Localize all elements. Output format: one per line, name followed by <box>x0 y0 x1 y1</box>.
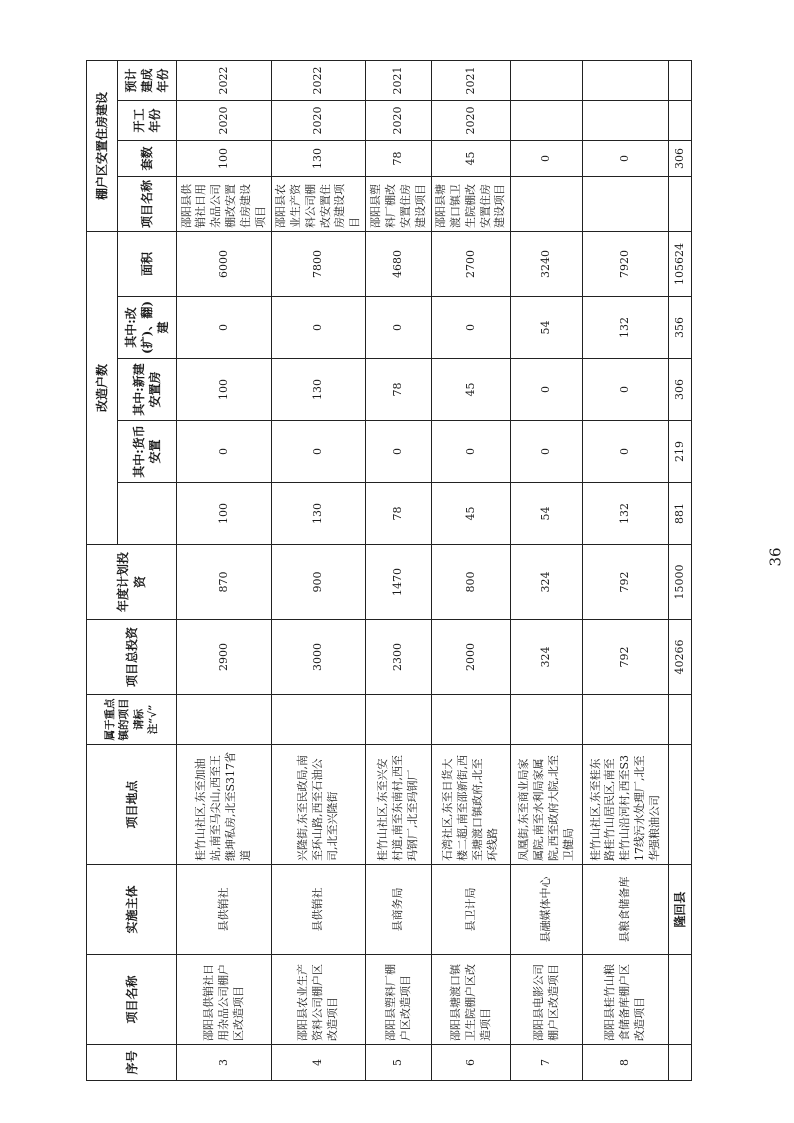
cell-monetary: 0 <box>177 421 272 483</box>
header-total-investment: 项目总投资 <box>87 620 177 695</box>
header-start-year: 开工年份 <box>117 100 177 140</box>
cell-res-project-name: 邵阳县塘渡口镇卫生院棚改安置住房建设项目 <box>432 176 511 231</box>
cell-res-project-name: 邵阳县供销社日用杂品公司棚改安置住房建设项目 <box>177 176 272 231</box>
cell-project-name: 邵阳县供销社日用杂品公司棚户区改造项目 <box>177 955 272 1045</box>
cell-key-town <box>366 695 432 745</box>
table-row <box>177 60 272 1080</box>
cell-seq: 5 <box>366 1045 432 1081</box>
total-project-blank <box>669 955 692 1045</box>
cell-monetary: 0 <box>583 421 669 483</box>
table-row <box>271 60 366 1080</box>
total-row <box>669 60 692 1080</box>
cell-rebuild: 0 <box>271 297 366 359</box>
cell-seq: 6 <box>432 1045 511 1081</box>
cell-households: 132 <box>583 483 669 545</box>
cell-key-town <box>511 695 583 745</box>
total-monetary: 219 <box>669 421 692 483</box>
header-resettlement-group: 棚户区安置住房建设 <box>87 60 118 231</box>
header-completion-year: 预计建成年份 <box>117 60 177 100</box>
cell-key-town <box>271 695 366 745</box>
cell-rebuild: 0 <box>366 297 432 359</box>
header-renovation-group: 改造户数 <box>87 231 118 544</box>
total-new-build: 306 <box>669 359 692 421</box>
cell-units: 78 <box>366 140 432 176</box>
cell-new-build: 0 <box>511 359 583 421</box>
cell-households: 100 <box>177 483 272 545</box>
cell-households: 130 <box>271 483 366 545</box>
cell-project-name: 邵阳县塑料厂棚户区改造项目 <box>366 955 432 1045</box>
cell-annual-investment: 800 <box>432 545 511 620</box>
header-monetary: 其中:货币安置 <box>117 421 177 483</box>
cell-monetary: 0 <box>271 421 366 483</box>
cell-annual-investment: 900 <box>271 545 366 620</box>
header-households-blank <box>117 483 177 545</box>
cell-project-name: 邵阳县桂竹山粮食储备库棚户区改造项目 <box>583 955 669 1045</box>
total-start-year-blank <box>669 100 692 140</box>
cell-rebuild: 54 <box>511 297 583 359</box>
cell-total-investment: 2000 <box>432 620 511 695</box>
cell-new-build: 100 <box>177 359 272 421</box>
total-total-investment: 40266 <box>669 620 692 695</box>
cell-total-investment: 792 <box>583 620 669 695</box>
cell-total-investment: 324 <box>511 620 583 695</box>
cell-annual-investment: 324 <box>511 545 583 620</box>
cell-units: 100 <box>177 140 272 176</box>
cell-res-project-name: 邵阳县塑料厂棚改安置住房建设项目 <box>366 176 432 231</box>
cell-implementer: 县供销社 <box>271 865 366 955</box>
cell-total-investment: 2300 <box>366 620 432 695</box>
header-units: 套数 <box>117 140 177 176</box>
cell-res-project-name <box>583 176 669 231</box>
header-implementer: 实施主体 <box>87 865 177 955</box>
header-res-project-name: 项目名称 <box>117 176 177 231</box>
header-key-town: 属于重点镇的项目请标注“√” <box>87 695 177 745</box>
cell-seq: 7 <box>511 1045 583 1081</box>
total-seq-blank <box>669 1045 692 1081</box>
cell-area: 3240 <box>511 231 583 296</box>
cell-completion-year: 2022 <box>177 60 272 100</box>
cell-res-project-name <box>511 176 583 231</box>
cell-units: 45 <box>432 140 511 176</box>
cell-implementer: 县商务局 <box>366 865 432 955</box>
cell-start-year: 2020 <box>432 100 511 140</box>
total-location-blank <box>669 745 692 865</box>
cell-location: 兴隆街,东至民政局,南至环山路,西至石油公司,北至兴隆街 <box>271 745 366 865</box>
cell-monetary: 0 <box>511 421 583 483</box>
cell-seq: 4 <box>271 1045 366 1081</box>
cell-completion-year <box>583 60 669 100</box>
cell-start-year <box>511 100 583 140</box>
cell-project-name: 邵阳县农业生产资料公司棚户区改造项目 <box>271 955 366 1045</box>
total-households: 881 <box>669 483 692 545</box>
cell-households: 78 <box>366 483 432 545</box>
cell-area: 7800 <box>271 231 366 296</box>
cell-new-build: 130 <box>271 359 366 421</box>
cell-completion-year: 2021 <box>366 60 432 100</box>
cell-start-year: 2020 <box>271 100 366 140</box>
cell-households: 45 <box>432 483 511 545</box>
table-row <box>432 60 511 1080</box>
total-area: 105624 <box>669 231 692 296</box>
cell-seq: 8 <box>583 1045 669 1081</box>
header-area: 面积 <box>117 231 177 296</box>
table-row <box>511 60 583 1080</box>
cell-location: 凤凰街,东至商业局家属院,南至水利局家属院,西至政府大院,北至卫健局 <box>511 745 583 865</box>
cell-location: 桂竹山社区,东至兴安村道,南至东南村,西至玛钢厂,北至玛钢厂 <box>366 745 432 865</box>
cell-units: 130 <box>271 140 366 176</box>
cell-annual-investment: 870 <box>177 545 272 620</box>
total-res-project-blank <box>669 176 692 231</box>
cell-key-town <box>583 695 669 745</box>
cell-rebuild: 132 <box>583 297 669 359</box>
cell-location: 桂竹山社区,东至桂东路桂竹山居民区,南至桂竹山沿河村,西至S317线污水处理厂,北至华强粮油公司 <box>583 745 669 865</box>
cell-start-year: 2020 <box>366 100 432 140</box>
renovation-project-table <box>86 60 692 1081</box>
cell-area: 7920 <box>583 231 669 296</box>
cell-new-build: 78 <box>366 359 432 421</box>
cell-res-project-name: 邵阳县农业生产资料公司棚改安置住房建设项目 <box>271 176 366 231</box>
cell-area: 4680 <box>366 231 432 296</box>
header-location: 项目地点 <box>87 745 177 865</box>
total-units: 306 <box>669 140 692 176</box>
cell-units: 0 <box>583 140 669 176</box>
page-number: 36 <box>766 547 785 567</box>
cell-households: 54 <box>511 483 583 545</box>
cell-monetary: 0 <box>432 421 511 483</box>
cell-implementer: 县供销社 <box>177 865 272 955</box>
total-key-town-blank <box>669 695 692 745</box>
header-new-build: 其中:新建安置房 <box>117 359 177 421</box>
cell-annual-investment: 1470 <box>366 545 432 620</box>
total-completion-year-blank <box>669 60 692 100</box>
cell-completion-year: 2021 <box>432 60 511 100</box>
cell-area: 2700 <box>432 231 511 296</box>
cell-units: 0 <box>511 140 583 176</box>
cell-rebuild: 0 <box>177 297 272 359</box>
cell-new-build: 0 <box>583 359 669 421</box>
cell-implementer: 县融媒体中心 <box>511 865 583 955</box>
cell-project-name: 邵阳县电影公司棚户区改造项目 <box>511 955 583 1045</box>
header-rebuild: 其中:改(扩)、翻)建 <box>117 297 177 359</box>
cell-key-town <box>177 695 272 745</box>
cell-new-build: 45 <box>432 359 511 421</box>
cell-seq: 3 <box>177 1045 272 1081</box>
cell-monetary: 0 <box>366 421 432 483</box>
cell-implementer: 县卫计局 <box>432 865 511 955</box>
cell-completion-year <box>511 60 583 100</box>
cell-location: 桂竹山社区,东至加油站,南至马尖山,西至王继坤私房,北至S317省道 <box>177 745 272 865</box>
cell-key-town <box>432 695 511 745</box>
cell-annual-investment: 792 <box>583 545 669 620</box>
cell-rebuild: 0 <box>432 297 511 359</box>
total-annual-investment: 15000 <box>669 545 692 620</box>
cell-project-name: 邵阳县塘渡口镇卫生院棚户区改造项目 <box>432 955 511 1045</box>
cell-start-year <box>583 100 669 140</box>
cell-start-year: 2020 <box>177 100 272 140</box>
header-seq: 序号 <box>87 1045 177 1081</box>
header-annual-investment: 年度计划投资 <box>87 545 177 620</box>
table-row <box>583 60 669 1080</box>
total-rebuild: 356 <box>669 297 692 359</box>
table-row <box>366 60 432 1080</box>
total-label: 隆回县 <box>669 865 692 955</box>
rotated-table-sheet <box>86 66 692 1081</box>
cell-total-investment: 3000 <box>271 620 366 695</box>
cell-implementer: 县粮食储备库 <box>583 865 669 955</box>
cell-area: 6000 <box>177 231 272 296</box>
cell-completion-year: 2022 <box>271 60 366 100</box>
cell-location: 石湾社区,东至日货大楼二超,南至邵新街,西至塘渡口镇政府,北至环线路 <box>432 745 511 865</box>
header-project-name: 项目名称 <box>87 955 177 1045</box>
cell-total-investment: 2900 <box>177 620 272 695</box>
